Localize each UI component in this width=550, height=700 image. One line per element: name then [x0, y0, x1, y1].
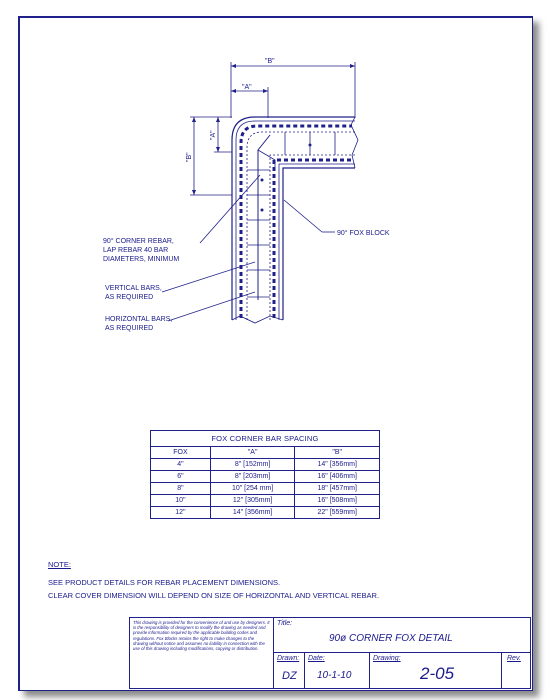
table-header-a: "A" [210, 447, 295, 459]
drawing-number: 2-05 [420, 664, 455, 683]
drawn-label: Drawn: [277, 655, 300, 662]
disclaimer-box [129, 617, 274, 689]
callout-corner-rebar-3: DIAMETERS, MINIMUM [103, 256, 180, 263]
notes-heading: NOTE: [48, 560, 71, 569]
notes-section [48, 560, 379, 604]
note-line-2: CLEAR COVER DIMENSION WILL DEPEND ON SIZE OF HORIZONTAL AND VERTICAL REBAR. [48, 591, 380, 600]
disclaimer-text: This drawing is provided for the convenience of and use by designers. It is the responsibility of designers to modify the drawing as needed and provide information required by the applicable building codes and regulations. Fox Blocks retains the right to make changes to the drawing without notice and assumes no liability in connection with the use of this drawing including modifications, copying or distribution. [133, 620, 270, 652]
title-label: Title: [277, 620, 293, 627]
table-cell: 22" [559mm] [295, 507, 380, 519]
table-cell: 16" [508mm] [295, 495, 380, 507]
table-title: FOX CORNER BAR SPACING [151, 431, 380, 447]
table-row [151, 507, 380, 519]
dim-a-label: "A" [242, 84, 252, 91]
callout-fox-block: 90° FOX BLOCK [337, 230, 390, 237]
table-cell: 8" [152mm] [210, 459, 295, 471]
table-row [151, 459, 380, 471]
revision-box [501, 652, 531, 689]
table-header-b: "B" [295, 447, 380, 459]
drawing-number-box [369, 652, 502, 689]
title-block [110, 605, 531, 689]
callout-vertical-bars-1: VERTICAL BARS, [105, 285, 162, 292]
table-cell: 10" [151, 495, 211, 507]
table-cell: 10" [254 mm] [210, 483, 295, 495]
table-header-row [151, 447, 380, 459]
table-cell: 6" [151, 471, 211, 483]
date-box [304, 652, 370, 689]
rev-label: Rev. [507, 655, 521, 662]
dim-a-vertical-label: "A" [210, 130, 217, 140]
table-cell: 12" [305mm] [210, 495, 295, 507]
table-row [151, 495, 380, 507]
dim-b-vertical-label: "B" [186, 152, 193, 162]
drawn-value: DZ [282, 670, 297, 682]
drawing-title: 90ø CORNER FOX DETAIL [329, 633, 453, 644]
date-label: Date: [308, 655, 325, 662]
callout-vertical-bars-2: AS REQUIRED [105, 294, 154, 301]
callout-horizontal-bars-1: HORIZONTAL BARS, [105, 316, 173, 323]
drawing-label: Drawing: [373, 655, 401, 662]
drawn-box [273, 652, 305, 689]
callout-corner-rebar-1: 90° CORNER REBAR, [103, 238, 174, 245]
table-cell: 8" [151, 483, 211, 495]
note-line-1: SEE PRODUCT DETAILS FOR REBAR PLACEMENT DIMENSIONS. [48, 578, 281, 587]
corner-bar-spacing-table [150, 430, 380, 519]
table-cell: 18" [457mm] [295, 483, 380, 495]
callout-horizontal-bars-2: AS REQUIRED [105, 325, 154, 332]
dim-b-label: "B" [265, 58, 275, 65]
table-row [151, 483, 380, 495]
callout-corner-rebar-2: LAP REBAR 40 BAR [103, 247, 169, 254]
table-header-fox: FOX [151, 447, 211, 459]
table-cell: 14" [356mm] [210, 507, 295, 519]
title-box [273, 617, 531, 653]
table-row [151, 471, 380, 483]
table-cell: 12" [151, 507, 211, 519]
table-cell: 4" [151, 459, 211, 471]
table-cell: 14" [356mm] [295, 459, 380, 471]
table-cell: 16" [406mm] [295, 471, 380, 483]
date-value: 10-1-10 [317, 670, 352, 681]
table-cell: 8" [203mm] [210, 471, 295, 483]
